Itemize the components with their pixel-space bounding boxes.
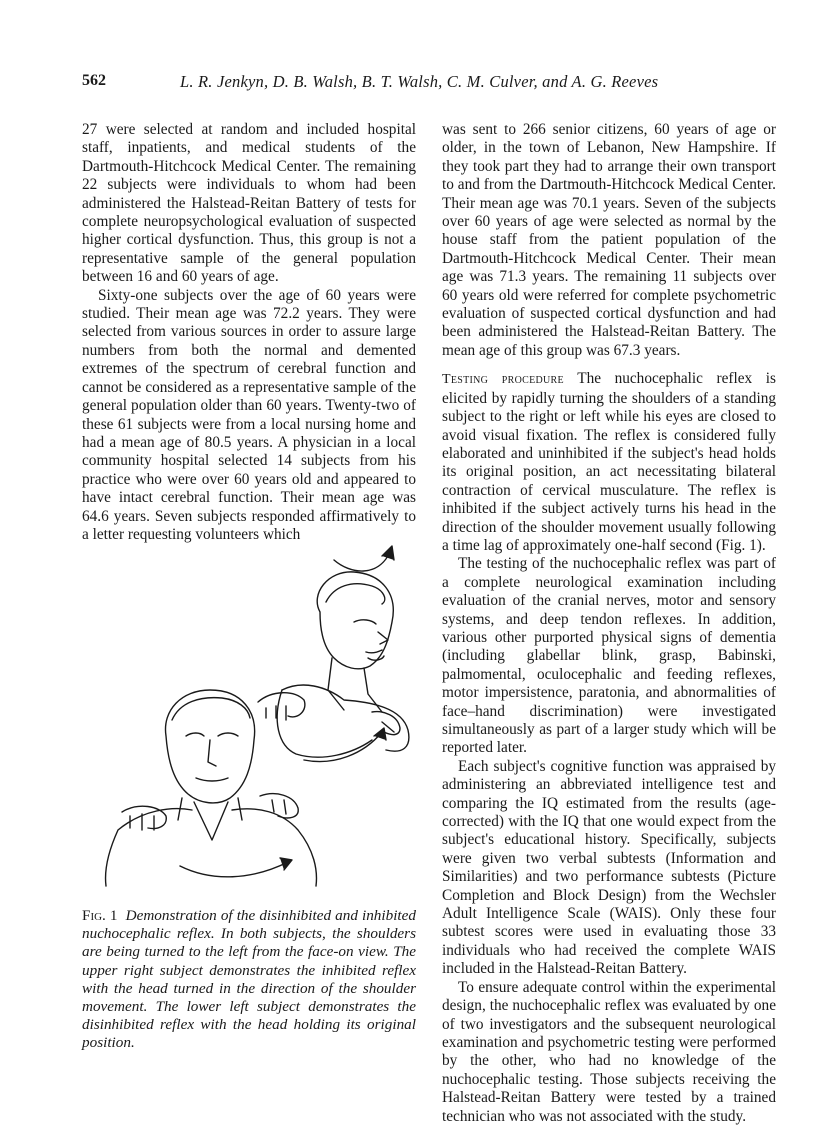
right-column bbox=[442, 121, 776, 1126]
figure-1-illustration bbox=[82, 540, 416, 888]
figure-label: Fig. 1 bbox=[82, 907, 118, 924]
upper-subject-head bbox=[317, 572, 393, 669]
upper-subject-shoulders bbox=[282, 685, 409, 751]
section-heading-testing-procedure: Testing procedure bbox=[442, 372, 564, 388]
lower-rotation-arrow bbox=[180, 862, 288, 877]
figure-caption-text: Demonstration of the disinhibited and inhibited nuchocephalic reflex. In both subjects, the shoulders are being turned to the left from the face-on view. The upper right subject demonstrates the inhibited reflex with the head turned in the direction of the shoulder movement. The lower left subject demonstrates the disinhibited reflex with the head holding its original position. bbox=[82, 907, 416, 1052]
figure-1-caption bbox=[82, 907, 416, 1053]
right-paragraph-5: To ensure adequate control within the experimental design, the nuchocephalic reflex was evaluated by one of two investigators and the subsequent neurological examination and psychometric testing were performed by the other, who had no knowledge of the nuchocephalic testing. Those subjects receiving the Halstead-Reitan Battery were tested by a trained technician who was not associated with the study. bbox=[442, 978, 776, 1125]
left-column bbox=[82, 121, 416, 544]
right-paragraph-4: Each subject's cognitive function was appraised by administering an abbreviated intelligence test and comparing the IQ estimated from the results (age-corrected) with the IQ that one would expect from the subject's educational history. Specifically, subjects were given two verbal subtests (Information and Similarities) and two performance subtests (Picture Completion and Block Design) from the Wechsler Adult Intelligence Scale (WAIS). Only these four subtest scores were used in evaluating those 33 individuals who had received the complete WAIS included in the Halstead-Reitan Battery. bbox=[442, 757, 776, 978]
page-number: 562 bbox=[82, 72, 106, 89]
lower-right-hand bbox=[260, 794, 298, 818]
upper-arrow-head bbox=[382, 546, 394, 560]
upper-right-hand bbox=[372, 712, 400, 735]
left-paragraph-2: Sixty-one subjects over the age of 60 years were studied. Their mean age was 72.2 years. They were selected from various sources in order to assure large numbers from both the normal and demented extremes of the spectrum of cerebral function and cannot be considered as a representative sample of the general population older than 60 years. Twenty-two of these 61 subjects were from a local nursing home and had a mean age of 80.5 years. A physician in a local community hospital selected 14 subjects from his practice who were over 60 years old and appeared to have intact cerebral function. Their mean age was 64.6 years. Seven subjects responded affirmatively to a letter requesting volunteers which bbox=[82, 286, 416, 543]
upper-left-hand bbox=[258, 693, 305, 720]
right-paragraph-1: was sent to 266 senior citizens, 60 years of age or older, in the town of Lebanon, New Hampshire. If they took part they had to arrange their own transport to and from the Dartmouth-Hitchcock Medical Center. Their mean age was 70.1 years. Seven of the subjects over 60 years of age were selected as normal by the house staff from the patient population of the Dartmouth-Hitchcock Medical Center. Their mean age was 71.3 years. The remaining 11 subjects over 60 years old were referred for complete psychometric evaluation of suspected cortical dysfunction and had been administered the Halstead-Reitan Battery. The mean age of this group was 67.3 years. bbox=[442, 121, 776, 359]
running-head-authors: L. R. Jenkyn, D. B. Walsh, B. T. Walsh, C. M. Culver, and A. G. Reeves bbox=[180, 72, 659, 91]
upper-rotation-arrow bbox=[334, 552, 390, 571]
nuchocephalic-reflex-drawing bbox=[82, 540, 416, 888]
testing-procedure-text: The nuchocephalic reflex is elicited by rapidly turning the shoulders of a standing subject to the right or left while his eyes are closed to avoid visual fixation. The reflex is considered fully elaborated and uninhibited if the subject's head holds its original position, an act necessitating bilateral contraction of cervical musculature. The reflex is inhibited if the subject actively turns his head in the direction of the shoulder movement usually following a time lag of approximately one-half second (Fig. 1). bbox=[442, 370, 776, 554]
testing-procedure-paragraph bbox=[442, 370, 776, 555]
running-header bbox=[82, 72, 742, 96]
right-paragraph-3: The testing of the nuchocephalic reflex was part of a complete neurological examination including evaluation of the cranial nerves, motor and sensory systems, and deep tendon reflexes. In addition, various other purported physical signs of dementia (including glabellar blink, grasp, Babinski, palmomental, oculocephalic and feeding reflexes, motor impersistence, paratonia, and abnormalities of face–hand discrimination) were investigated simultaneously as part of a larger study which will be reported later. bbox=[442, 555, 776, 757]
left-paragraph-1: 27 were selected at random and included hospital staff, inpatients, and medical students of the Dartmouth-Hitchcock Medical Center. The remaining 22 subjects were individuals to whom had been administered the Halstead-Reitan Battery of tests for complete neuropsychological evaluation of suspected higher cortical dysfunction. Thus, this group is not a representative sample of the general population between 16 and 60 years of age. bbox=[82, 121, 416, 286]
lower-left-hand bbox=[122, 806, 166, 830]
lower-subject-shoulders bbox=[106, 809, 317, 886]
